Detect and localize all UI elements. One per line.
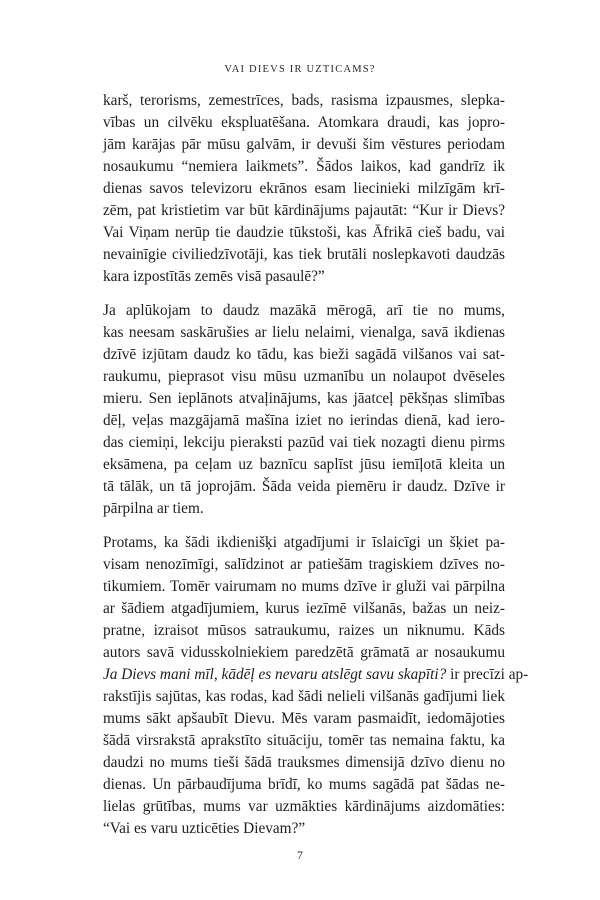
paragraph-2 [103,300,505,520]
text-line: dzīvē izjūtam daudz ko tādu, kas bieži sagādā vilšanos vai sat- [103,346,505,363]
text-line: Vai Viņam nerūp tie daudzie tūkstoši, kas Āfrikā cieš badu, vai [103,224,505,241]
text-line: zēm, pat kristietim var būt kārdinājums pajautāt: “Kur ir Dievs? [103,202,505,219]
text-fragment: ir precīzi ap- [446,666,529,683]
paragraph-3 [103,532,529,840]
text-line: raukumu, pieprasot visu mūsu uzmanību un nolaupot dvēseles [103,368,505,385]
text-line: vības un cilvēku ekspluatēšana. Atomkara draudi, kas jopro- [103,114,505,131]
text-line: nevainīgie civiliedzīvotāji, kas tiek brutāli noslepkavoti daudzās [103,246,505,263]
text-line: kara izpostītās zemēs visā pasaulē?” [103,268,325,285]
text-line: kas neesam saskārušies ar lielu nelaimi, vienalga, savā ikdienas [103,324,505,341]
text-line: autors savā vidusskolniekiem paredzētā grāmatā ar nosaukumu [103,644,505,661]
text-line: dienas savos televizoru ekrānos esam liecinieki milzīgām krī- [103,180,505,197]
text-line: pārpilna ar tiem. [103,500,204,517]
text-line: rakstījis sajūtas, kas rodas, kad šādi nelieli vilšanās gadījumi liek [103,688,505,705]
text-line: dienas. Un pārbaudījuma brīdī, ko mums sagādā pat šādas ne- [103,776,505,793]
text-line [103,664,529,686]
text-line: nosaukumu “nemiera laikmets”. Šādos laikos, kad gandrīz ik [103,158,505,175]
text-line: lielas grūtības, mums var uzmākties kārdinājums aizdomāties: [103,798,505,815]
text-line: visam nenozīmīgi, salīdzinot ar patiešām tragiskiem dzīves no- [103,556,505,573]
running-head: VAI DIEVS IR UZTICAMS? [224,64,376,75]
text-line: das ciemiņi, lekciju pieraksti pazūd vai tiek nozagti dienu pirms [103,434,505,451]
text-line: šādā virsrakstā aprakstīto situāciju, tomēr tas nemaina faktu, ka [103,732,505,749]
text-line: Ja aplūkojam to daudz mazākā mērogā, arī tie no mums, [103,302,505,319]
text-line: karš, terorisms, zemestrīces, bads, rasisma izpausmes, slepka- [103,92,505,109]
text-line: mieru. Sen ieplānots atvaļinājums, kas jāatceļ pēkšņas slimības [103,390,505,407]
text-line: pratne, izraisot mūsos satraukumu, raizes un niknumu. Kāds [103,622,505,639]
book-title: Ja Dievs mani mīl, kādēļ es nevaru atslēgt savu skapīti? [103,666,447,683]
text-line: “Vai es varu uzticēties Dievam?” [103,820,306,837]
text-line: tā tālāk, un tā joprojām. Šāda veida piemēru ir daudz. Dzīve ir [103,478,505,495]
text-line: tikumiem. Tomēr vairumam no mums dzīve ir gluži vai pārpilna [103,578,505,595]
text-line: Protams, ka šādi ikdienišķi atgadījumi ir īslaicīgi un šķiet pa- [103,534,505,551]
page-number: 7 [297,848,303,862]
paragraph-1 [103,90,505,288]
body-text [103,90,529,840]
text-line: daudzi no mums tieši šādā trauksmes dimensijā dzīvo dienu no [103,754,505,771]
text-line: mums sākt apšaubīt Dievu. Mēs varam pasmaidīt, iedomājoties [103,710,505,727]
text-line: eksāmena, pa ceļam uz baznīcu saplīst jūsu iemīļotā kleita un [103,456,505,473]
text-line: jām karājas pār mūsu galvām, ir devuši šim vēstures periodam [103,136,505,153]
text-line: ar šādiem atgadījumiem, kurus iezīmē vilšanās, bažas un neiz- [103,600,505,617]
text-line: dēļ, veļas mazgājamā mašīna iziet no ierindas dienā, kad iero- [103,412,505,429]
